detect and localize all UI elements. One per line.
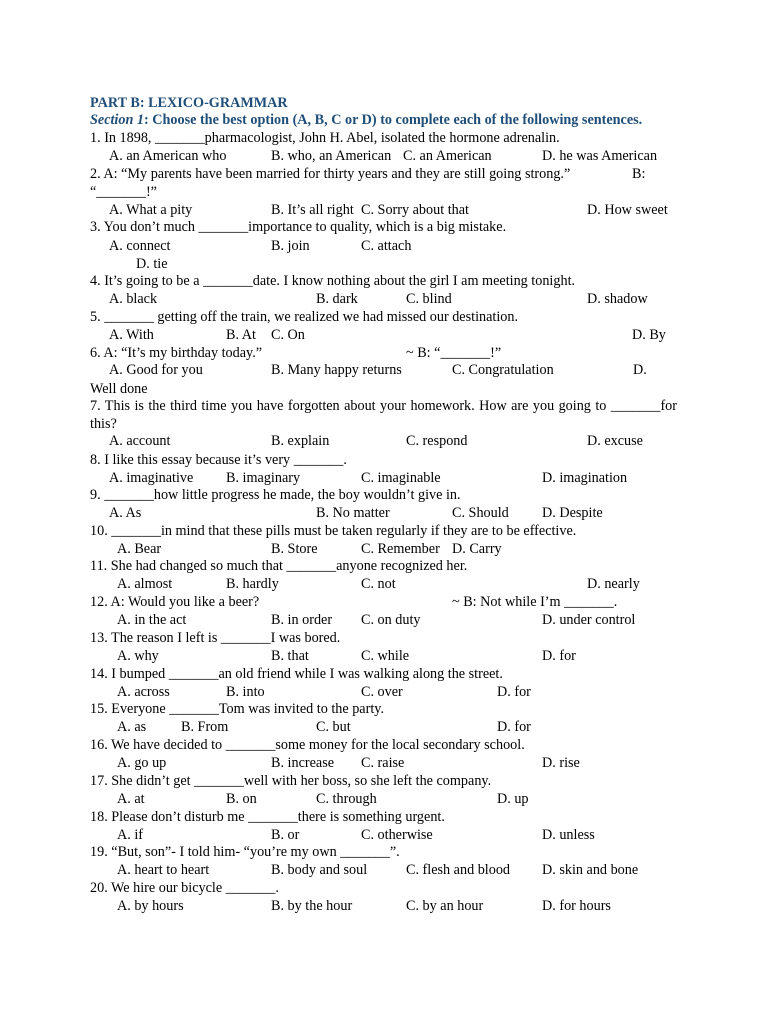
option: B. who, an American bbox=[271, 148, 392, 164]
option: D. up bbox=[497, 791, 529, 807]
question-stem: 7. This is the third time you have forgotten about your homework. How are you going to _______for this? bbox=[90, 398, 677, 432]
option: D. Carry bbox=[452, 541, 502, 557]
option: A. Good for you bbox=[109, 362, 203, 378]
option: A. go up bbox=[117, 755, 167, 771]
question-stem: 16. We have decided to _______some money for the local secondary school. bbox=[90, 737, 525, 753]
option: B. imaginary bbox=[226, 470, 301, 486]
section-instruction bbox=[90, 111, 642, 129]
option: C. On bbox=[271, 327, 305, 343]
option: D. for bbox=[497, 684, 531, 700]
option: B. into bbox=[226, 684, 265, 700]
question-stem: 15. Everyone _______Tom was invited to the party. bbox=[90, 701, 384, 717]
option: C. attach bbox=[361, 238, 412, 254]
option: D. unless bbox=[542, 827, 595, 843]
option: C. over bbox=[361, 684, 403, 700]
option: C. raise bbox=[361, 755, 405, 771]
option: A. What a pity bbox=[109, 202, 193, 218]
part-title: PART B: LEXICO-GRAMMAR bbox=[90, 95, 288, 111]
option: C. flesh and blood bbox=[406, 862, 511, 878]
option: C. imaginable bbox=[361, 470, 441, 486]
option: A. why bbox=[117, 648, 159, 664]
option: C. while bbox=[361, 648, 410, 664]
option: A. by hours bbox=[117, 898, 184, 914]
option: C. Should bbox=[452, 505, 509, 521]
option: A. account bbox=[109, 433, 171, 449]
option: D. under control bbox=[542, 612, 636, 628]
option: A. in the act bbox=[117, 612, 187, 628]
question-stem-tail: B: bbox=[632, 166, 646, 182]
option: D. for hours bbox=[542, 898, 611, 914]
option: C. Remember bbox=[361, 541, 440, 557]
option: B. No matter bbox=[316, 505, 390, 521]
question-stem-tail: ~ B: “_______!” bbox=[406, 345, 502, 361]
option: B. At bbox=[226, 327, 256, 343]
question-stem: 6. A: “It’s my birthday today.” bbox=[90, 345, 263, 361]
option: C. Sorry about that bbox=[361, 202, 469, 218]
option: A. connect bbox=[109, 238, 171, 254]
option: A. As bbox=[109, 505, 142, 521]
option: B. hardly bbox=[226, 576, 279, 592]
question-stem: 20. We hire our bicycle _______. bbox=[90, 880, 279, 896]
question-stem: 4. It’s going to be a _______date. I know nothing about the girl I am meeting tonight. bbox=[90, 273, 576, 289]
question-stem: 8. I like this essay because it’s very _______. bbox=[90, 452, 347, 468]
option: C. on duty bbox=[361, 612, 421, 628]
option: A. heart to heart bbox=[117, 862, 210, 878]
option: A. With bbox=[109, 327, 154, 343]
option: B. explain bbox=[271, 433, 330, 449]
option: C. but bbox=[316, 719, 351, 735]
option: D. bbox=[633, 362, 647, 378]
option: C. blind bbox=[406, 291, 452, 307]
option: C. otherwise bbox=[361, 827, 433, 843]
option: B. Many happy returns bbox=[271, 362, 402, 378]
option: A. black bbox=[109, 291, 158, 307]
option: B. Store bbox=[271, 541, 318, 557]
question-stem: 11. She had changed so much that _______anyone recognized her. bbox=[90, 558, 468, 574]
section-text: : Choose the best option (A, B, C or D) to complete each of the following sentences. bbox=[144, 112, 643, 128]
question-stem: 17. She didn’t get _______well with her boss, so she left the company. bbox=[90, 773, 492, 789]
option: D. shadow bbox=[587, 291, 648, 307]
option: B. increase bbox=[271, 755, 335, 771]
option: D. How sweet bbox=[587, 202, 668, 218]
option: B. on bbox=[226, 791, 257, 807]
option: D. skin and bone bbox=[542, 862, 639, 878]
question-stem: 18. Please don’t disturb me _______there is something urgent. bbox=[90, 809, 445, 825]
option-continued: Well done bbox=[90, 381, 148, 397]
question-stem: 13. The reason I left is _______I was bored. bbox=[90, 630, 341, 646]
question-stem: 3. You don’t much _______importance to quality, which is a big mistake. bbox=[90, 219, 507, 235]
question-stem: 19. “But, son”- I told him- “you’re my own _______”. bbox=[90, 844, 400, 860]
option: D. excuse bbox=[587, 433, 643, 449]
option: D. nearly bbox=[587, 576, 640, 592]
question-stem: 10. _______in mind that these pills must be taken regularly if they are to be effective. bbox=[90, 523, 577, 539]
question-stem-tail: ~ B: Not while I’m _______. bbox=[452, 594, 618, 610]
option: C. Congratulation bbox=[452, 362, 554, 378]
question-stem: 5. _______ getting off the train, we realized we had missed our destination. bbox=[90, 309, 519, 325]
question-stem: 12. A: Would you like a beer? bbox=[90, 594, 260, 610]
option: D. Despite bbox=[542, 505, 603, 521]
option: B. in order bbox=[271, 612, 333, 628]
option: D. tie bbox=[136, 256, 168, 272]
option: D. he was American bbox=[542, 148, 658, 164]
option: D. for bbox=[542, 648, 576, 664]
option: A. if bbox=[117, 827, 144, 843]
option: D. imagination bbox=[542, 470, 628, 486]
option: B. that bbox=[271, 648, 309, 664]
option: B. dark bbox=[316, 291, 358, 307]
option: A. across bbox=[117, 684, 170, 700]
option: B. body and soul bbox=[271, 862, 368, 878]
option: C. by an hour bbox=[406, 898, 484, 914]
option: B. From bbox=[181, 719, 229, 735]
option: D. rise bbox=[542, 755, 580, 771]
question-stem: 1. In 1898, _______pharmacologist, John H. Abel, isolated the hormone adrenalin. bbox=[90, 130, 560, 146]
question-stem-continued: “_______!” bbox=[90, 184, 157, 200]
option: A. as bbox=[117, 719, 147, 735]
option: B. It’s all right bbox=[271, 202, 354, 218]
question-stem: 9. _______how little progress he made, the boy wouldn’t give in. bbox=[90, 487, 461, 503]
option: C. not bbox=[361, 576, 396, 592]
section-label: Section 1 bbox=[90, 112, 144, 128]
question-stem: 2. A: “My parents have been married for thirty years and they are still going strong.” bbox=[90, 166, 571, 182]
option: C. respond bbox=[406, 433, 468, 449]
option: A. at bbox=[117, 791, 145, 807]
option: A. an American who bbox=[109, 148, 227, 164]
option: C. an American bbox=[403, 148, 492, 164]
option: A. imaginative bbox=[109, 470, 194, 486]
option: B. or bbox=[271, 827, 300, 843]
option: C. through bbox=[316, 791, 377, 807]
option: D. for bbox=[497, 719, 531, 735]
option: A. Bear bbox=[117, 541, 162, 557]
option: D. By bbox=[632, 327, 666, 343]
question-stem: 14. I bumped _______an old friend while I was walking along the street. bbox=[90, 666, 503, 682]
option: B. by the hour bbox=[271, 898, 353, 914]
option: A. almost bbox=[117, 576, 173, 592]
option: B. join bbox=[271, 238, 310, 254]
